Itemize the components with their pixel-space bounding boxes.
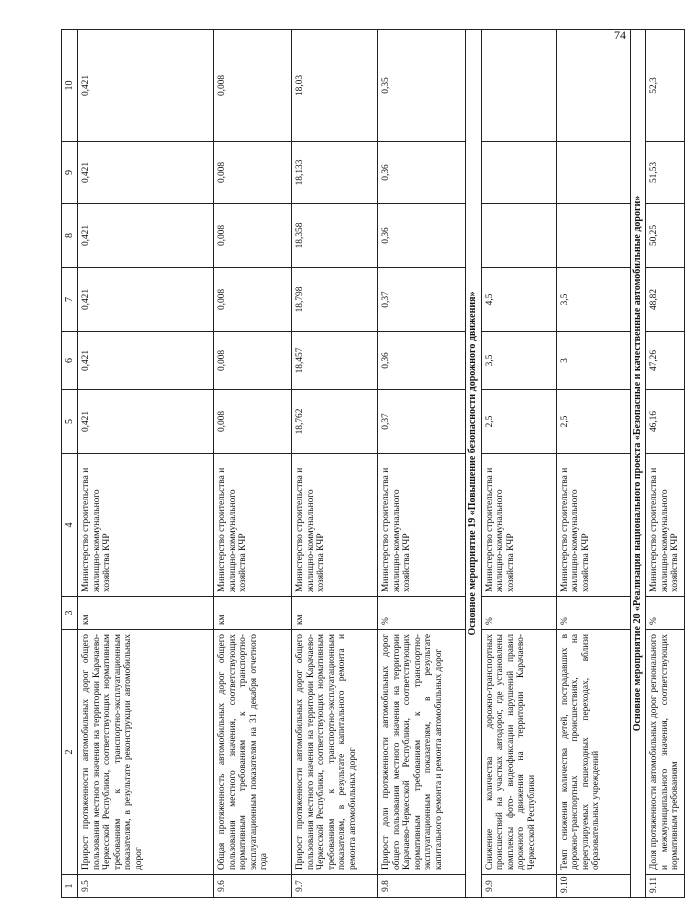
- row-unit: км: [214, 597, 292, 630]
- row-value: [556, 30, 630, 142]
- table-row: [481, 30, 556, 898]
- row-value: 18,133: [292, 142, 378, 204]
- row-value: 3: [556, 332, 630, 390]
- row-value: 0,421: [78, 390, 214, 454]
- header-cell: 3: [62, 597, 78, 630]
- header-cell: 1: [62, 875, 78, 898]
- row-description: Доля протяженности автомобильных дорог регионального и межмуниципального значения, соответствующих нормативным требованиям: [646, 630, 685, 875]
- row-unit: %: [378, 597, 466, 630]
- row-unit: %: [646, 597, 685, 630]
- row-description: Прирост доли протяженности автомобильных дорог общего пользования местного значения на территории Карачаево-Черкесской Республики, соответствующих нормативным требованиям к транспортно-эксплуатационным показателям, в результате капитального ремонта и ремонта автомобильных дорог: [378, 630, 466, 875]
- row-code: 9.10: [556, 875, 630, 898]
- row-responsible: Министерство строительства и жилищно-коммунального хозяйства КЧР: [292, 454, 378, 597]
- row-description: Темп снижения количества детей, пострадавших в дорожно-транспортных происшествиях, на нерегулируемых пешеходных переходах, вблизи образовательных учреждений: [556, 630, 630, 875]
- row-code: 9.6: [214, 875, 292, 898]
- row-description: Прирост протяженности автомобильных дорог общего пользования местного значения на территории Карачаево-Черкесской Республики, соответствующих нормативным требованиям к транспортно-эксплуатационным показателям, в результате реконструкции автомобильных дорог: [78, 630, 214, 875]
- row-code: 9.8: [378, 875, 466, 898]
- row-responsible: Министерство строительства и жилищно-коммунального хозяйства КЧР: [556, 454, 630, 597]
- row-value: 0,36: [378, 142, 466, 204]
- row-value: 18,798: [292, 268, 378, 332]
- row-value: 51,53: [646, 142, 685, 204]
- row-unit: %: [556, 597, 630, 630]
- header-cell: 7: [62, 268, 78, 332]
- row-value: 3,5: [481, 332, 556, 390]
- row-value: 3,5: [556, 268, 630, 332]
- row-value: 2,5: [556, 390, 630, 454]
- row-description: Общая протяженность автомобильных дорог общего пользования местного значения, соответствующих нормативным требованиям к транспортно-эксплуатационным показателям на 31 декабря отчетного года: [214, 630, 292, 875]
- row-value: 47,26: [646, 332, 685, 390]
- row-value: 0,008: [214, 204, 292, 268]
- table-row: [214, 30, 292, 898]
- section-title: Основное мероприятие 20 «Реализация национального проекта «Безопасные и качественные автомобильные дороги»: [630, 30, 646, 898]
- row-value: 0,421: [78, 204, 214, 268]
- table-row: [556, 30, 630, 898]
- row-value: 18,03: [292, 30, 378, 142]
- row-value: 0,008: [214, 268, 292, 332]
- row-value: 0,37: [378, 268, 466, 332]
- row-responsible: Министерство строительства и жилищно-коммунального хозяйства КЧР: [646, 454, 685, 597]
- table-row: [378, 30, 466, 898]
- row-value: 0,36: [378, 204, 466, 268]
- row-value: 4,5: [481, 268, 556, 332]
- row-value: 2,5: [481, 390, 556, 454]
- header-cell: 6: [62, 332, 78, 390]
- row-value: [556, 142, 630, 204]
- row-value: 50,25: [646, 204, 685, 268]
- row-value: 46,16: [646, 390, 685, 454]
- row-description: Снижение количества дорожно-транспортных происшествий на участках автодорог, где установлены комплексы фото- видеофиксации нарушений правил дорожного движения на территории Карачаево-Черкесской Республики: [481, 630, 556, 875]
- row-value: [481, 204, 556, 268]
- indicators-table: [61, 29, 685, 898]
- row-value: 0,008: [214, 332, 292, 390]
- row-value: [481, 30, 556, 142]
- row-code: 9.9: [481, 875, 556, 898]
- row-value: 0,37: [378, 390, 466, 454]
- row-code: 9.7: [292, 875, 378, 898]
- table-row: [646, 30, 685, 898]
- row-value: 0,421: [78, 332, 214, 390]
- row-responsible: Министерство строительства и жилищно-коммунального хозяйства КЧР: [378, 454, 466, 597]
- row-value: 18,762: [292, 390, 378, 454]
- section-row: [466, 30, 482, 898]
- header-cell: 9: [62, 142, 78, 204]
- header-cell: 10: [62, 30, 78, 142]
- section-row: [630, 30, 646, 898]
- row-value: 52,3: [646, 30, 685, 142]
- table-row: [292, 30, 378, 898]
- row-value: 0,008: [214, 142, 292, 204]
- row-value: 0,421: [78, 142, 214, 204]
- row-value: 0,36: [378, 332, 466, 390]
- row-value: 0,421: [78, 268, 214, 332]
- row-responsible: Министерство строительства и жилищно-коммунального хозяйства КЧР: [214, 454, 292, 597]
- page-number: 74: [614, 28, 626, 42]
- table-row: [78, 30, 214, 898]
- row-code: 9.5: [78, 875, 214, 898]
- header-row: [62, 30, 78, 898]
- row-value: 18,358: [292, 204, 378, 268]
- row-responsible: Министерство строительства и жилищно-коммунального хозяйства КЧР: [78, 454, 214, 597]
- header-cell: 5: [62, 390, 78, 454]
- row-unit: %: [481, 597, 556, 630]
- row-unit: км: [292, 597, 378, 630]
- header-cell: 2: [62, 630, 78, 875]
- row-value: 48,82: [646, 268, 685, 332]
- row-value: 0,008: [214, 30, 292, 142]
- row-value: [481, 142, 556, 204]
- row-value: 0,35: [378, 30, 466, 142]
- row-unit: км: [78, 597, 214, 630]
- header-cell: 8: [62, 204, 78, 268]
- row-code: 9.11: [646, 875, 685, 898]
- row-value: [556, 204, 630, 268]
- row-value: 18,457: [292, 332, 378, 390]
- section-title: Основное мероприятие 19 «Повышение безопасности дорожного движения»: [466, 30, 482, 898]
- header-cell: 4: [62, 454, 78, 597]
- row-value: 0,008: [214, 390, 292, 454]
- row-responsible: Министерство строительства и жилищно-коммунального хозяйства КЧР: [481, 454, 556, 597]
- row-description: Прирост протяженности автомобильных дорог общего пользования местного значения на территории Карачаево-Черкесской Республики, соответствующих нормативным требованиям к транспортно-эксплуатационным показателям, в результате капитального ремонта и ремонта автомобильных дорог: [292, 630, 378, 875]
- row-value: 0,421: [78, 30, 214, 142]
